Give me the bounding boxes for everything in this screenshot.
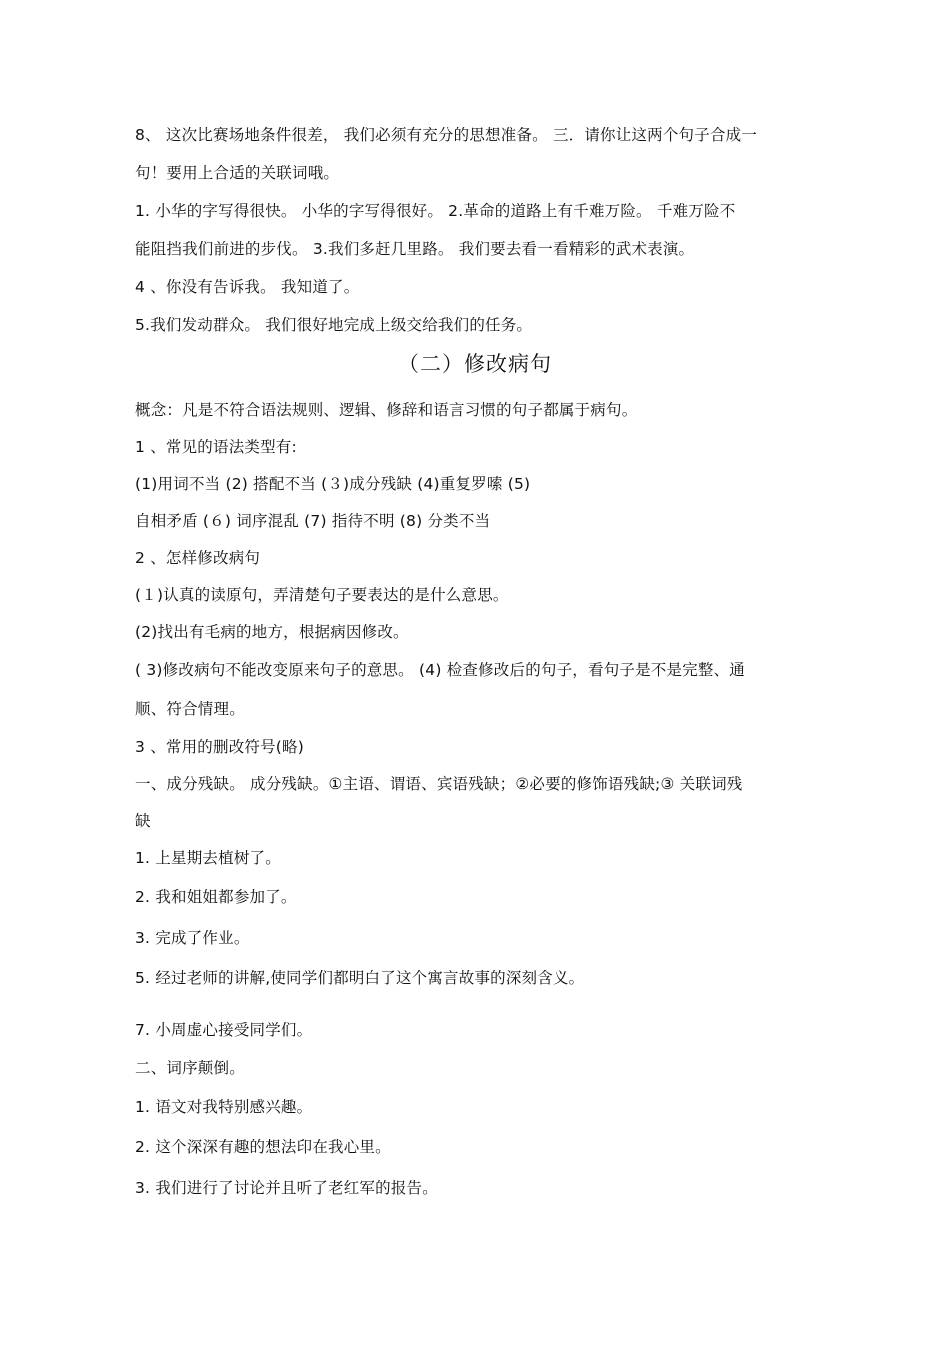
text-line: 自相矛盾 (６) 词序混乱 (7) 指待不明 (8) 分类不当 <box>135 512 491 530</box>
text-line: 4 、你没有告诉我。 我知道了。 <box>135 278 360 296</box>
text-line: 句！要用上合适的关联词哦。 <box>135 164 340 182</box>
text-line: 1 、常见的语法类型有: <box>135 438 297 456</box>
text-line: (1)用词不当 (2) 搭配不当 (３)成分残缺 (4)重复罗嗦 (5) <box>135 475 531 493</box>
text-line: 能阻挡我们前进的步伐。 3.我们多赶几里路。 我们要去看一看精彩的武术表演。 <box>135 240 695 258</box>
text-line: 3. 我们进行了讨论并且听了老红军的报告。 <box>135 1179 438 1197</box>
text-line: (１)认真的读原句，弄清楚句子要表达的是什么意思。 <box>135 586 509 604</box>
text-line: 5.我们发动群众。 我们很好地完成上级交给我们的任务。 <box>135 316 533 334</box>
text-line: 2 、怎样修改病句 <box>135 549 261 567</box>
text-line: 7. 小周虚心接受同学们。 <box>135 1021 313 1039</box>
text-line: 顺、符合情理。 <box>135 700 245 718</box>
text-line: 2. 我和姐姐都参加了。 <box>135 888 297 906</box>
text-line: 8、 这次比赛场地条件很差， 我们必须有充分的思想准备。 三．请你让这两个句子合成一 <box>135 126 758 144</box>
text-line: 2. 这个深深有趣的想法印在我心里。 <box>135 1138 391 1156</box>
text-line: 一、成分残缺。 成分残缺。①主语、谓语、宾语残缺；②必要的修饰语残缺;③ 关联词残 <box>135 775 743 793</box>
text-line: 5. 经过老师的讲解,使同学们都明白了这个寓言故事的深刻含义。 <box>135 969 585 987</box>
text-line: 3 、常用的删改符号(略) <box>135 738 304 756</box>
text-line: 二、词序颠倒。 <box>135 1059 245 1077</box>
section-title: （二）修改病句 <box>398 352 552 376</box>
text-line: 概念：凡是不符合语法规则、逻辑、修辞和语言习惯的句子都属于病句。 <box>135 401 638 419</box>
text-line: 3. 完成了作业。 <box>135 929 250 947</box>
text-line: 缺 <box>135 812 151 830</box>
text-line: ( 3)修改病句不能改变原来句子的意思。 (4) 检查修改后的句子，看句子是不是完整、通 <box>135 661 745 679</box>
text-line: (2)找出有毛病的地方，根据病因修改。 <box>135 623 409 641</box>
text-line: 1. 小华的字写得很快。 小华的字写得很好。 2.革命的道路上有千难万险。 千难万险不 <box>135 202 736 220</box>
text-line: 1. 语文对我特别感兴趣。 <box>135 1098 313 1116</box>
text-line: 1. 上星期去植树了。 <box>135 849 281 867</box>
